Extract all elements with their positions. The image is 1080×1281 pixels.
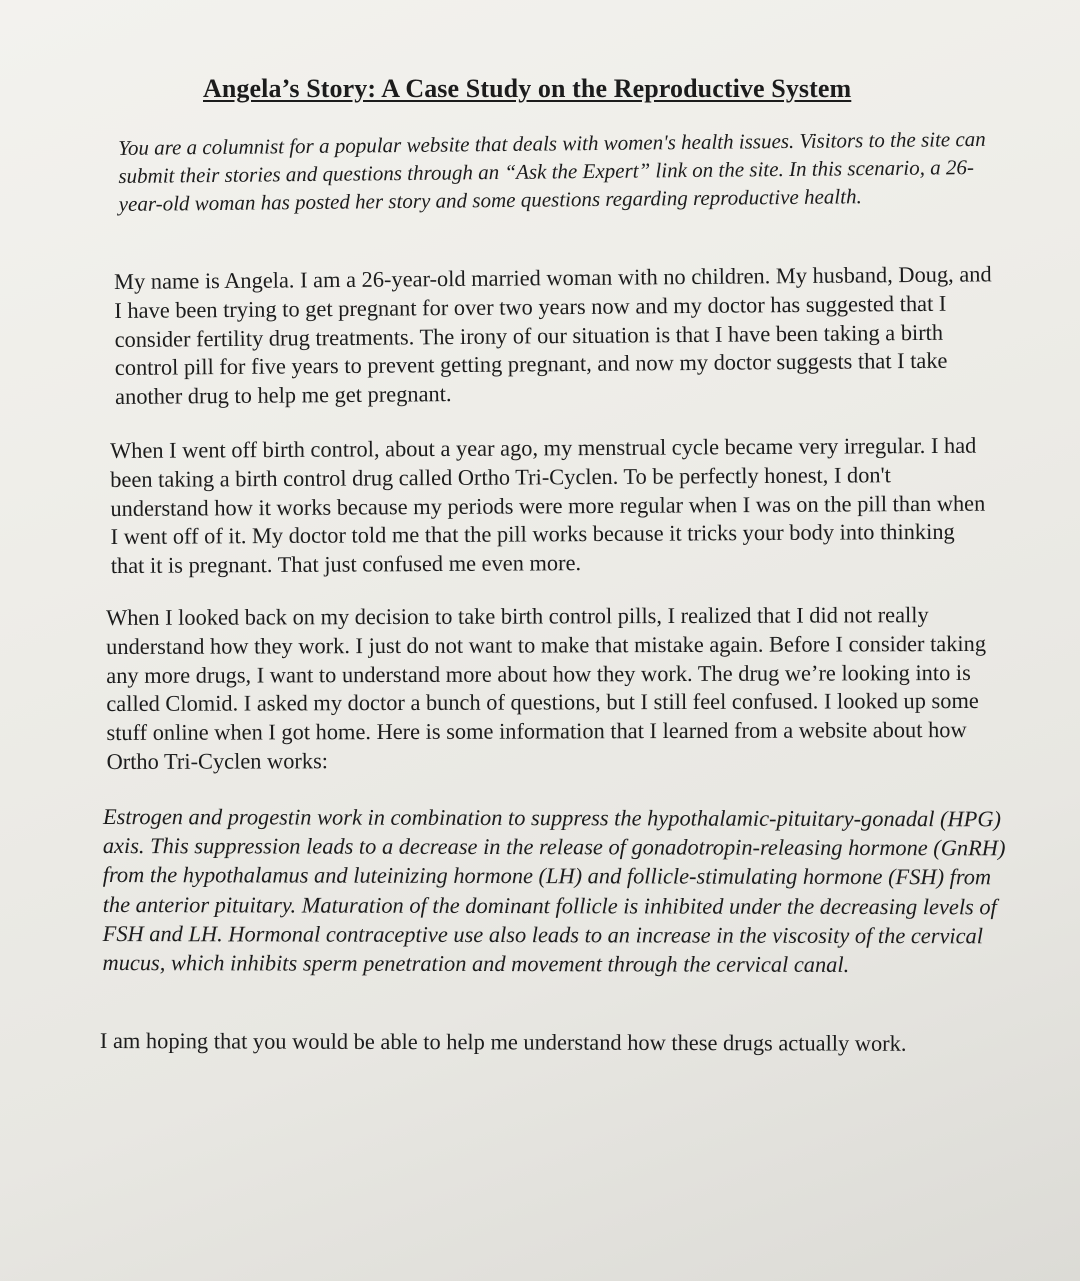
story-paragraph-2: When I went off birth control, about a year ago, my menstrual cycle became very irregular. I had been taking a birth control drug called Ortho Tri-Cyclen. To be perfectly honest, I don't understand how it works because my periods were more regular when I was on the pill than when I went off of it. My doctor told me that the pill works because it tricks your body into thinking that it is pregnant. That just confused me even more. [110, 432, 986, 579]
story-paragraph-3: When I looked back on my decision to take birth control pills, I realized that I did not really understand how they work. I just do not want to make that mistake again. Before I consider taking any more drugs, I want to understand more about how they work. The drug we’re looking into is called Clomid. I asked my doctor a bunch of questions, but I still feel confused. I looked up some stuff online when I got home. Here is some information that I learned from a website about how Ortho Tri-Cyclen works: [106, 602, 987, 774]
intro-paragraph: You are a columnist for a popular website that deals with women's health issues. Visitors to the site can submit their stories and questions through an “Ask the Expert” link on the site. In this scenario, a 26-year-old woman has posted her story and some questions regarding reproductive health. [118, 126, 986, 216]
closing-paragraph: I am hoping that you would be able to help me understand how these drugs actually work. [99, 1028, 907, 1056]
story-paragraph-1: My name is Angela. I am a 26-year-old married woman with no children. My husband, Doug, and I have been trying to get pregnant for over two years now and my doctor has suggested that I consider fertility drug treatments. The irony of our situation is that I have been taking a birth control pill for five years to prevent getting pregnant, and now my doctor suggests that I take another drug to help me get pregnant. [114, 261, 992, 410]
quoted-information: Estrogen and progestin work in combination to suppress the hypothalamic-pituitary-gonadal (HPG) axis. This suppression leads to a decrease in the release of gonadotropin-releasing hormone (GnRH) from the hypothalamus and luteinizing hormone (LH) and follicle-stimulating hormone (FSH) from the anterior pituitary. Maturation of the dominant follicle is inhibited under the decreasing levels of FSH and LH. Hormonal contraceptive use also leads to an increase in the viscosity of the cervical mucus, which inhibits sperm penetration and movement through the cervical canal. [102, 804, 1006, 977]
document-title: Angela’s Story: A Case Study on the Reproductive System [203, 74, 852, 103]
